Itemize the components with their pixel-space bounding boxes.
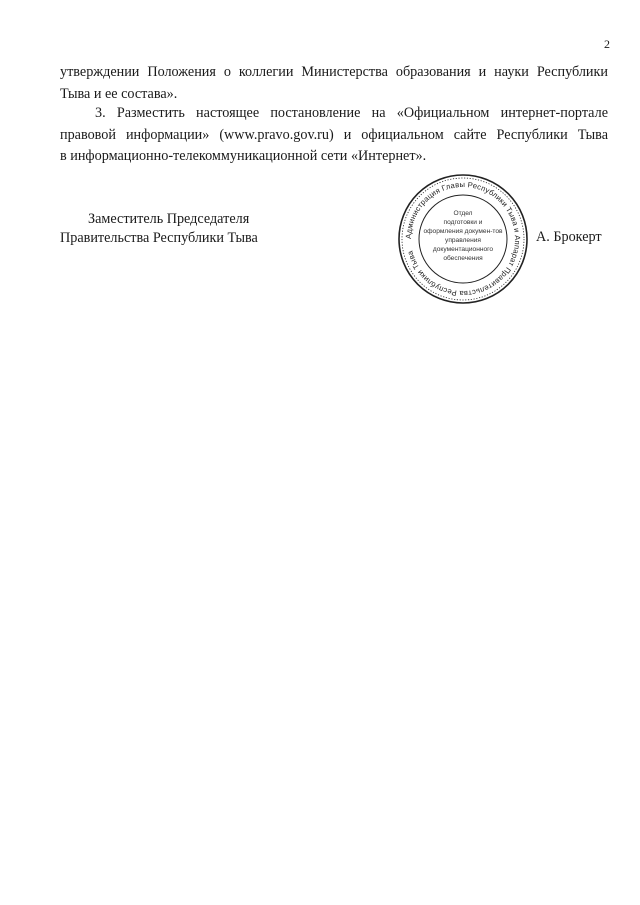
page-number: 2: [604, 37, 610, 51]
paragraph-2: [60, 103, 608, 168]
stamp-inner-line-5: документационного: [432, 246, 494, 253]
signatory-name: А. Брокерт: [536, 229, 602, 245]
signature-block: [60, 210, 258, 248]
paragraph-2-line-1: 3. Разместить настоящее постановление на «Официальном интернет-портале: [95, 105, 608, 121]
official-seal-stamp: [396, 172, 530, 306]
paragraph-2-line-3: в информационно-телекоммуникационной сети «Интернет».: [60, 148, 427, 164]
paragraph-1: [60, 62, 608, 105]
signatory-title-line-1: Заместитель Председателя: [88, 211, 250, 227]
stamp-inner-line-4: управления: [445, 237, 481, 244]
signatory-title-line-2: Правительства Республики Тыва: [60, 230, 258, 246]
paragraph-1-line-1: утверждении Положения о коллегии Министерства образования и науки Республики: [60, 64, 608, 80]
stamp-inner-text: [423, 210, 503, 262]
stamp-outer-text: Администрация Главы Республики Тыва и Аппарат Правительства Республики Тыва: [403, 179, 523, 299]
paragraph-2-line-2: правовой информации» (www.pravo.gov.ru) и официальном сайте Республики Тыва: [60, 126, 608, 143]
stamp-inner-line-1: Отдел: [453, 210, 473, 217]
stamp-inner-line-3: оформления докумен-тов: [423, 228, 503, 235]
stamp-inner-line-2: подготовки и: [443, 219, 483, 226]
stamp-inner-line-6: обеспечения: [443, 255, 483, 262]
paragraph-1-line-2: Тыва и ее состава».: [60, 85, 178, 102]
